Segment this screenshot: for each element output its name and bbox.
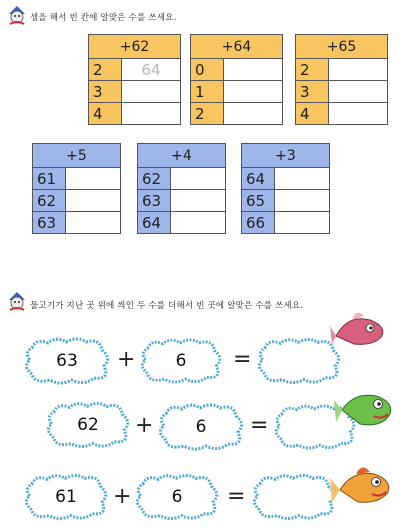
answer-cell[interactable] bbox=[329, 81, 388, 103]
answer-cell[interactable] bbox=[122, 103, 181, 125]
equals-sign: = bbox=[227, 484, 246, 509]
equals-sign: = bbox=[233, 347, 252, 372]
table-header: +62 bbox=[89, 35, 181, 59]
table-header: +4 bbox=[138, 144, 226, 168]
table-number: 64 bbox=[138, 212, 171, 234]
cloud-number bbox=[156, 402, 246, 452]
plus-sign: + bbox=[117, 347, 136, 372]
cloud-number bbox=[22, 472, 110, 522]
table-header: +5 bbox=[33, 144, 121, 168]
answer-cell[interactable] bbox=[329, 103, 388, 125]
answer-cloud[interactable] bbox=[250, 472, 338, 522]
addend-a: 61 bbox=[55, 487, 77, 507]
addition-table bbox=[241, 143, 330, 234]
table-number: 62 bbox=[138, 168, 171, 190]
table-number: 1 bbox=[191, 81, 224, 103]
cloud-number bbox=[22, 336, 112, 386]
table-number: 0 bbox=[191, 59, 224, 81]
answer-cell[interactable] bbox=[329, 59, 388, 81]
instruction-text: 셈을 해서 빈 칸에 알맞은 수를 쓰세요. bbox=[30, 13, 177, 23]
table-number: 63 bbox=[33, 212, 66, 234]
addend-b: 6 bbox=[175, 351, 187, 371]
mascot-icon bbox=[6, 290, 28, 316]
answer-cell[interactable]: 64 bbox=[122, 59, 181, 81]
table-number: 2 bbox=[191, 103, 224, 125]
equals-sign: = bbox=[250, 413, 269, 438]
plus-sign: + bbox=[135, 413, 154, 438]
fish-icon bbox=[330, 462, 394, 512]
addition-table bbox=[190, 34, 283, 125]
table-number: 64 bbox=[242, 168, 275, 190]
table-number: 65 bbox=[242, 190, 275, 212]
answer-cell[interactable] bbox=[171, 190, 226, 212]
table-number: 3 bbox=[296, 81, 329, 103]
answer-cell[interactable] bbox=[224, 59, 283, 81]
table-number: 61 bbox=[33, 168, 66, 190]
table-number: 66 bbox=[242, 212, 275, 234]
addend-a: 62 bbox=[77, 415, 99, 435]
plus-sign: + bbox=[113, 484, 132, 509]
answer-cell[interactable] bbox=[66, 168, 121, 190]
addition-table bbox=[88, 34, 181, 125]
cloud-number bbox=[138, 336, 224, 386]
addition-table bbox=[137, 143, 226, 234]
answer-cell[interactable] bbox=[171, 168, 226, 190]
answer-cell[interactable] bbox=[66, 212, 121, 234]
fish-icon bbox=[334, 386, 396, 436]
answer-cell[interactable] bbox=[122, 81, 181, 103]
addend-b: 6 bbox=[171, 487, 183, 507]
table-header: +64 bbox=[191, 35, 283, 59]
answer-cell[interactable] bbox=[66, 190, 121, 212]
table-header: +3 bbox=[242, 144, 330, 168]
table-header: +65 bbox=[296, 35, 388, 59]
answer-cell[interactable] bbox=[275, 190, 330, 212]
table-number: 2 bbox=[89, 59, 122, 81]
table-number: 62 bbox=[33, 190, 66, 212]
answer-cell[interactable] bbox=[275, 212, 330, 234]
table-number: 3 bbox=[89, 81, 122, 103]
mascot-icon bbox=[6, 4, 28, 30]
addition-table bbox=[32, 143, 121, 234]
addend-a: 63 bbox=[56, 351, 78, 371]
answer-cell[interactable] bbox=[224, 81, 283, 103]
answer-cell[interactable] bbox=[275, 168, 330, 190]
instruction-text: 물고기가 지난 곳 위에 씌인 두 수를 더해서 빈 곳에 알맞은 수를 쓰세요. bbox=[30, 301, 304, 311]
table-number: 63 bbox=[138, 190, 171, 212]
answer-cell[interactable] bbox=[171, 212, 226, 234]
table-number: 2 bbox=[296, 59, 329, 81]
cloud-number bbox=[44, 400, 132, 450]
addition-table bbox=[295, 34, 388, 125]
table-number: 4 bbox=[296, 103, 329, 125]
addend-b: 6 bbox=[195, 417, 207, 437]
fish-icon bbox=[330, 306, 388, 354]
table-number: 4 bbox=[89, 103, 122, 125]
cloud-number bbox=[133, 472, 221, 522]
answer-cell[interactable] bbox=[224, 103, 283, 125]
